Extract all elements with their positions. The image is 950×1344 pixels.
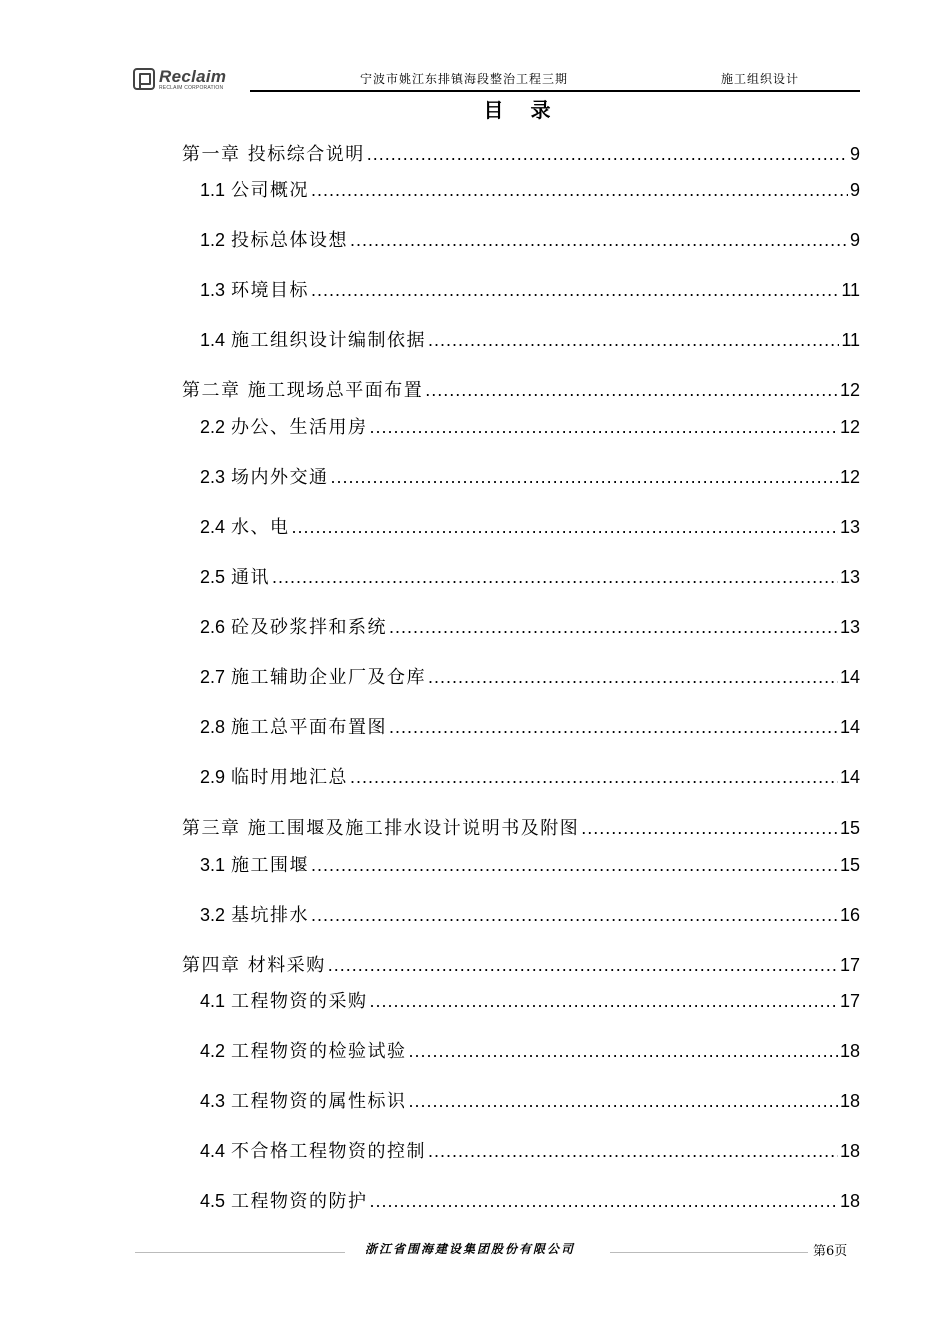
toc-chapter-entry[interactable] (182, 377, 860, 403)
toc-entry-number: 3.1 (200, 855, 226, 875)
toc-entry-number: 1.2 (200, 230, 226, 250)
toc-section-entry[interactable] (200, 227, 860, 253)
toc-entry-page: 16 (839, 905, 860, 925)
toc-entry-number: 2.3 (200, 467, 226, 487)
toc-entry-label: 第一章 投标综合说明 (182, 144, 365, 165)
toc-section-entry[interactable] (200, 277, 860, 303)
toc-entry-number: 2.4 (200, 517, 226, 537)
toc-leader-dots (311, 852, 838, 878)
toc-entry-label: 工程物资的属性标识 (231, 1091, 407, 1112)
toc-leader-dots (367, 141, 848, 167)
toc-chapter-entry[interactable] (182, 952, 860, 978)
toc-entry-label: 工程物资的检验试验 (231, 1041, 407, 1062)
toc-section-entry[interactable] (200, 902, 860, 928)
toc-entry-page: 9 (849, 230, 860, 250)
footer-page-number: 第6页 (813, 1244, 848, 1259)
toc-entry-page: 15 (839, 855, 860, 875)
footer-divider-left (135, 1252, 345, 1253)
toc-entry-page: 18 (839, 1041, 860, 1061)
toc-leader-dots (292, 514, 838, 540)
toc-leader-dots (389, 614, 838, 640)
toc-section-entry[interactable] (200, 614, 860, 640)
toc-entry-page: 11 (841, 280, 860, 300)
toc-entry-page: 18 (839, 1191, 860, 1211)
toc-entry-page: 14 (839, 717, 860, 737)
toc-entry-page: 18 (839, 1141, 860, 1161)
toc-entry-label: 施工总平面布置图 (231, 717, 388, 738)
toc-entry-label: 施工围堰 (231, 855, 310, 876)
toc-entry-page: 12 (839, 380, 860, 400)
toc-entry-number: 4.1 (200, 991, 226, 1011)
toc-entry-number: 2.7 (200, 667, 226, 687)
toc-entry-label: 场内外交通 (231, 467, 329, 488)
header-project-title: 宁波市姚江东排镇海段整治工程三期 (360, 72, 569, 86)
toc-leader-dots (350, 764, 838, 790)
toc-leader-dots (428, 327, 839, 353)
toc-entry-label: 工程物资的采购 (231, 991, 368, 1012)
toc-entry-label: 施工辅助企业厂及仓库 (231, 667, 427, 688)
toc-entry-number: 1.1 (200, 180, 226, 200)
toc-entry-page: 9 (849, 144, 860, 164)
toc-entry-number: 1.3 (200, 280, 226, 300)
toc-entry-label: 施工组织设计编制依据 (231, 330, 427, 351)
toc-section-entry[interactable] (200, 1188, 860, 1214)
toc-leader-dots (328, 952, 838, 978)
toc-section-entry[interactable] (200, 177, 860, 203)
toc-entry-label: 不合格工程物资的控制 (231, 1141, 427, 1162)
toc-entry-label: 第二章 施工现场总平面布置 (182, 380, 424, 401)
toc-leader-dots (581, 815, 838, 841)
toc-entry-label: 第三章 施工围堰及施工排水设计说明书及附图 (182, 818, 580, 839)
toc-entry-page: 13 (839, 567, 860, 587)
toc-entry-number: 2.5 (200, 567, 226, 587)
toc-leader-dots (311, 902, 838, 928)
toc-entry-page: 11 (841, 330, 860, 350)
toc-entry-number: 4.5 (200, 1191, 226, 1211)
toc-section-entry[interactable] (200, 327, 860, 353)
toc-entry-page: 9 (849, 180, 860, 200)
toc-entry-page: 18 (839, 1091, 860, 1111)
toc-entry-label: 投标总体设想 (231, 230, 349, 251)
footer-divider-right (610, 1252, 808, 1253)
toc-leader-dots (311, 177, 848, 203)
toc-leader-dots (428, 664, 838, 690)
toc-leader-dots (370, 988, 838, 1014)
toc-leader-dots (272, 564, 838, 590)
toc-entry-number: 2.9 (200, 767, 226, 787)
toc-section-entry[interactable] (200, 988, 860, 1014)
toc-leader-dots (331, 464, 838, 490)
toc-entry-label: 基坑排水 (231, 905, 310, 926)
toc-section-entry[interactable] (200, 514, 860, 540)
toc-entry-number: 3.2 (200, 905, 226, 925)
toc-leader-dots (370, 1188, 838, 1214)
toc-section-entry[interactable] (200, 664, 860, 690)
toc-section-entry[interactable] (200, 464, 860, 490)
toc-entry-label: 砼及砂浆拌和系统 (231, 617, 388, 638)
toc-leader-dots (311, 277, 839, 303)
reclaim-logo-icon (133, 68, 155, 90)
toc-section-entry[interactable] (200, 1088, 860, 1114)
toc-leader-dots (428, 1138, 838, 1164)
toc-section-entry[interactable] (200, 764, 860, 790)
toc-section-entry[interactable] (200, 714, 860, 740)
toc-entry-label: 工程物资的防护 (231, 1191, 368, 1212)
toc-entry-number: 1.4 (200, 330, 226, 350)
toc-entry-page: 14 (839, 767, 860, 787)
toc-entry-label: 第四章 材料采购 (182, 955, 326, 976)
logo-subtitle: RECLAIM CORPORATION (159, 84, 224, 91)
toc-leader-dots (425, 377, 838, 403)
toc-entry-page: 17 (839, 991, 860, 1011)
toc-section-entry[interactable] (200, 414, 860, 440)
toc-title: 目 录 (483, 98, 561, 122)
header-divider (250, 90, 860, 92)
toc-entry-page: 13 (839, 517, 860, 537)
toc-entry-number: 4.4 (200, 1141, 226, 1161)
logo-name: Reclaim (159, 66, 227, 86)
toc-section-entry[interactable] (200, 1138, 860, 1164)
toc-entry-page: 13 (839, 617, 860, 637)
toc-entry-number: 2.2 (200, 417, 226, 437)
toc-section-entry[interactable] (200, 564, 860, 590)
toc-entry-label: 通讯 (231, 567, 271, 588)
toc-chapter-entry[interactable] (182, 815, 860, 841)
toc-section-entry[interactable] (200, 852, 860, 878)
toc-entry-number: 2.8 (200, 717, 226, 737)
toc-entry-page: 12 (839, 417, 860, 437)
toc-leader-dots (389, 714, 838, 740)
toc-leader-dots (370, 414, 838, 440)
toc-entry-number: 4.2 (200, 1041, 226, 1061)
toc-entry-label: 办公、生活用房 (231, 417, 368, 438)
toc-entry-label: 公司概况 (231, 180, 310, 201)
toc-entry-label: 临时用地汇总 (231, 767, 349, 788)
toc-entry-label: 环境目标 (231, 280, 310, 301)
toc-entry-page: 12 (839, 467, 860, 487)
toc-entry-page: 15 (839, 818, 860, 838)
toc-chapter-entry[interactable] (182, 141, 860, 167)
toc-leader-dots (409, 1038, 838, 1064)
company-logo (133, 66, 243, 92)
toc-entry-page: 14 (839, 667, 860, 687)
header-document-type: 施工组织设计 (721, 72, 800, 86)
toc-leader-dots (409, 1088, 838, 1114)
toc-entry-page: 17 (839, 955, 860, 975)
toc-entry-number: 4.3 (200, 1091, 226, 1111)
toc-entry-number: 2.6 (200, 617, 226, 637)
toc-leader-dots (350, 227, 848, 253)
toc-entry-label: 水、电 (231, 517, 290, 538)
toc-section-entry[interactable] (200, 1038, 860, 1064)
footer-company-name: 浙江省围海建设集团股份有限公司 (365, 1242, 576, 1256)
